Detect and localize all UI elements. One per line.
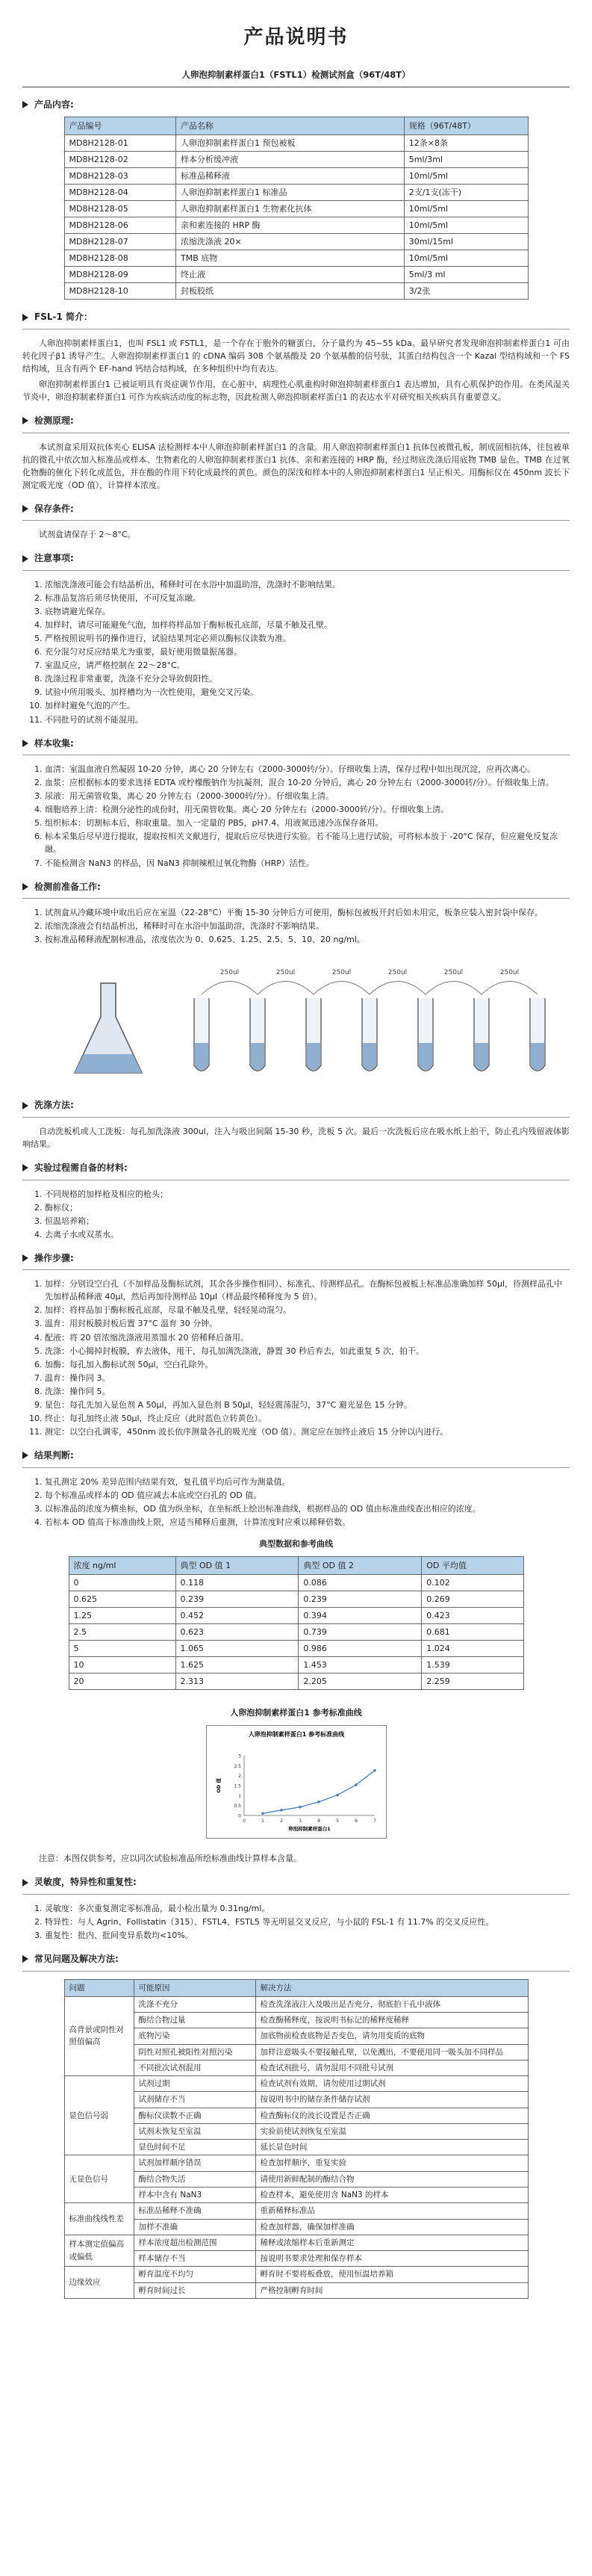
divider bbox=[22, 1269, 570, 1270]
column-header: 典型 OD 值 2 bbox=[299, 1556, 422, 1574]
faq-problem: 显色信号弱 bbox=[64, 2076, 134, 2155]
table-cell: 标准品稀释液 bbox=[176, 167, 405, 184]
faq-problem: 高背景或阴性对照值偏高 bbox=[64, 1996, 134, 2075]
notes-list bbox=[45, 578, 570, 726]
series-line bbox=[263, 1771, 375, 1814]
transfer-arrow bbox=[370, 982, 426, 995]
y-tick-label: 2.5 bbox=[233, 1763, 241, 1769]
prep-item: 3. 按标准品稀释液配制标准品，浓度依次为 0、0.625、1.25、2.5、5、10、20 ng/ml。 bbox=[45, 933, 570, 946]
note-item: 5. 严格按照说明书的操作进行，试验结果判定必须以酶标仪读数为准。 bbox=[45, 632, 570, 645]
y-axis-label: OD 值 bbox=[215, 1778, 222, 1793]
table-cell: MD8H2128-07 bbox=[64, 234, 176, 250]
test-tube-icon bbox=[362, 998, 377, 1071]
faq-solution: 请使用新鲜配制的酶结合物 bbox=[255, 2171, 528, 2187]
volume-label: 250ul bbox=[275, 969, 296, 977]
table-cell: 12条×8条 bbox=[404, 134, 528, 151]
collection-item: 2. 血浆：应根据标本的要求选择 EDTA 或柠檬酸钠作为抗凝剂，混合 10-20 分钟后，离心 20 分钟左右（2000-3000转/分）。仔细收集上清。 bbox=[45, 776, 570, 789]
prep-item: 2. 浓缩洗涤液会有结晶析出，稀释时可在水浴中加温助溶，洗涤时不影响结果。 bbox=[45, 920, 570, 932]
data-point bbox=[280, 1809, 283, 1812]
od-row bbox=[69, 1640, 523, 1656]
results-list bbox=[45, 1476, 570, 1529]
x-tick-label: 3 bbox=[298, 1818, 302, 1824]
faq-solution: 检查酶标仪的波长设置是否正确 bbox=[255, 2108, 528, 2123]
section-faq: 常见问题及解决方法: bbox=[22, 1952, 570, 1966]
performance-item: 1. 灵敏度：多次重复测定零标准品，最小检出量为 0.31ng/ml。 bbox=[45, 1902, 570, 1915]
material-item: 4. 去离子水或双蒸水。 bbox=[45, 1228, 570, 1241]
faq-row bbox=[64, 2187, 528, 2202]
step-item: 3. 温育：用封板膜封板后置 37°C 温育 30 分钟。 bbox=[45, 1317, 570, 1330]
material-item: 1. 不同规格的加样枪及相应的枪头； bbox=[45, 1188, 570, 1201]
transfer-arrow bbox=[258, 982, 314, 995]
faq-cause: 试剂储存不当 bbox=[134, 2092, 255, 2108]
volume-label: 250ul bbox=[331, 969, 352, 977]
table-cell: 0.394 bbox=[299, 1607, 422, 1623]
table-cell: MD8H2128-09 bbox=[64, 267, 176, 283]
faq-solution: 加底物前检查底物是否变色，请勿用变质的底物 bbox=[255, 2028, 528, 2044]
test-tube-icon bbox=[194, 998, 209, 1071]
table-cell: 封板胶纸 bbox=[176, 283, 405, 300]
y-tick-label: 0.5 bbox=[233, 1803, 241, 1809]
table-cell: 2支/1支(冻干) bbox=[404, 184, 528, 200]
result-item: 4. 若标本 OD 值高于标准曲线上限，应适当稀释后重测，计算浓度时应乘以稀释倍数。 bbox=[45, 1516, 570, 1529]
faq-cause: 加样不准确 bbox=[134, 2219, 255, 2235]
performance-item: 2. 特异性：与人 Agrin、Follistatin（315）、FSTL4、FSTL5 等无明显交叉反应，与小鼠的 FSL-1 有 11.7% 的交叉反应性。 bbox=[45, 1916, 570, 1928]
triangle-bullet-icon bbox=[22, 1955, 28, 1963]
table-cell: 2.259 bbox=[422, 1674, 523, 1690]
volume-label: 250ul bbox=[499, 969, 520, 977]
component-row bbox=[64, 200, 528, 217]
faq-cause: 试剂加样顺序错误 bbox=[134, 2155, 255, 2171]
faq-row bbox=[64, 2108, 528, 2123]
table-cell: 0 bbox=[69, 1574, 175, 1591]
table-cell: 0.086 bbox=[299, 1574, 422, 1591]
divider bbox=[22, 1971, 570, 1972]
test-tube-icon bbox=[474, 998, 489, 1071]
document bbox=[22, 0, 570, 2299]
section-notes: 注意事项: bbox=[22, 551, 570, 566]
table-cell: 10ml/5ml bbox=[404, 250, 528, 267]
table-cell: 3/2张 bbox=[404, 283, 528, 300]
table-cell: 1.065 bbox=[175, 1640, 299, 1656]
test-tube-icon bbox=[418, 998, 433, 1071]
collection-item: 7. 不能检测含 NaN3 的样品，因 NaN3 抑制辣根过氧化物酶（HRP）活性。 bbox=[45, 857, 570, 870]
table-cell: 1.25 bbox=[69, 1607, 175, 1623]
table-cell: MD8H2128-05 bbox=[64, 200, 176, 217]
table-cell: MD8H2128-02 bbox=[64, 151, 176, 167]
note-item: 9. 试验中所用吸头、加样槽均为一次性使用，避免交叉污染。 bbox=[45, 686, 570, 699]
wash-paragraph: 自动洗板机或人工洗板：每孔加洗涤液 300ul，注入与吸出间隔 15-30 秒，洗板 5 次。最后一次洗板后应在吸水纸上拍干，防止孔内残留液体影响结果。 bbox=[22, 1126, 570, 1149]
collection-list bbox=[45, 763, 570, 869]
divider bbox=[22, 898, 570, 899]
table-cell: 人卵泡抑制素样蛋白1 生物素化抗体 bbox=[176, 200, 405, 217]
note-item: 10. 加样时避免气泡的产生。 bbox=[45, 699, 570, 712]
intro-paragraph: 卵泡抑制素样蛋白1 已被证明具有炎症调节作用，在心脏中，病理性心肌重构时卵泡抑制素样蛋白1 表达增加，具有心肌保护的作用。在类风湿关节炎中，卵泡抑制素样蛋白1 可作为疾病活动度的标志物，因此检测人卵泡抑制素样蛋白1 的表达水平对研究相关疾病具有重要意义。 bbox=[22, 379, 570, 402]
faq-problem: 无显色信号 bbox=[64, 2155, 134, 2203]
table-cell: 1.625 bbox=[175, 1657, 299, 1674]
document-subtitle: 人卵泡抑制素样蛋白1（FSTL1）检测试剂盒（96T/48T） bbox=[181, 69, 411, 81]
section-steps: 操作步骤: bbox=[22, 1251, 570, 1266]
result-item: 2. 每个标准品或样本的 OD 值应减去本底或空白孔的 OD 值。 bbox=[45, 1489, 570, 1502]
faq-row bbox=[64, 2282, 528, 2298]
table-cell: 0.739 bbox=[299, 1623, 422, 1640]
x-tick-label: 5 bbox=[335, 1818, 339, 1824]
faq-solution: 检查加样顺序，重复实验 bbox=[255, 2155, 528, 2171]
dilution-illustration bbox=[22, 953, 570, 1088]
result-item: 3. 以标准品的浓度为横坐标，OD 值为纵坐标，在坐标纸上绘出标准曲线，根据样品的 OD 值由标准曲线查出相应的浓度。 bbox=[45, 1502, 570, 1515]
faq-row bbox=[64, 2251, 528, 2267]
note-item: 6. 充分混匀对反应结果尤为重要，最好使用微量振荡器。 bbox=[45, 645, 570, 658]
od-row bbox=[69, 1607, 523, 1623]
section-results: 结果判断: bbox=[22, 1449, 570, 1463]
table-cell: 人卵泡抑制素样蛋白1 标准品 bbox=[176, 184, 405, 200]
faq-table bbox=[64, 1979, 529, 2299]
note-item: 2. 标准品复溶后须尽快使用，不可反复冻融。 bbox=[45, 592, 570, 604]
intro-paragraph: 人卵泡抑制素样蛋白1，也叫 FSL1 或 FSTL1，是一个存在于胞外的糖蛋白，分子量约为 45~55 kDa。最早研究者发现卵泡抑制素样蛋白1 可由转化因子β1 诱导产生。人卵泡抑制素样蛋白1 的 cDNA 编码 308 个氨基酸及 20 个氨基酸的信号肽，其蛋白结构包含一个 Kazal 型结构域和一个 FS 结构域，且含有两个 EF-hand 钙结合结构域，在多种组织中均有表达。 bbox=[22, 338, 570, 374]
divider bbox=[22, 1894, 570, 1895]
note-item: 7. 室温反应，请严格控制在 22～28°C。 bbox=[45, 659, 570, 672]
faq-problem: 标准曲线线性差 bbox=[64, 2203, 134, 2235]
table-cell: 0.681 bbox=[422, 1623, 523, 1640]
performance-item: 3. 重复性：批内、批间变异系数均<10%。 bbox=[45, 1929, 570, 1942]
table-cell: 1.024 bbox=[422, 1640, 523, 1656]
table-cell: 亲和素连接的 HRP 酶 bbox=[176, 217, 405, 233]
faq-row bbox=[64, 2171, 528, 2187]
faq-row bbox=[64, 2044, 528, 2060]
od-table bbox=[69, 1556, 524, 1690]
table-cell: 0.118 bbox=[175, 1574, 299, 1591]
component-row bbox=[64, 217, 528, 233]
materials-list bbox=[45, 1188, 570, 1241]
faq-solution: 严格控制孵育时间 bbox=[255, 2282, 528, 2298]
table-cell: 0.102 bbox=[422, 1574, 523, 1591]
faq-row bbox=[64, 2267, 528, 2282]
faq-cause: 标准品稀释不准确 bbox=[134, 2203, 255, 2219]
faq-solution: 检查洗涤液注入及吸出是否充分，彻底拍干孔中液体 bbox=[255, 1996, 528, 2012]
chart-title: 人卵泡抑制素样蛋白1 参考标准曲线 bbox=[248, 1731, 344, 1739]
material-item: 3. 恒温培养箱； bbox=[45, 1215, 570, 1227]
data-point bbox=[261, 1812, 264, 1815]
faq-problem: 样本测定值偏高或偏低 bbox=[64, 2235, 134, 2267]
table-cell: 浓缩洗涤液 20× bbox=[176, 234, 405, 250]
faq-solution: 加样注意吸头不要接触孔壁，以免溅出，不要使用同一吸头加不同样品 bbox=[255, 2044, 528, 2060]
table-cell: 0.623 bbox=[175, 1623, 299, 1640]
table-cell: 0.269 bbox=[422, 1591, 523, 1607]
faq-solution: 孵育时不要将板叠放，使用恒温培养箱 bbox=[255, 2267, 528, 2282]
faq-cause: 底物污染 bbox=[134, 2028, 255, 2044]
section-performance: 灵敏度，特异性和重复性: bbox=[22, 1875, 570, 1889]
component-row bbox=[64, 283, 528, 300]
data-point bbox=[373, 1769, 376, 1772]
faq-solution: 实验前使试剂恢复至室温 bbox=[255, 2123, 528, 2139]
faq-solution: 延长显色时间 bbox=[255, 2140, 528, 2155]
flask-icon bbox=[75, 983, 142, 1073]
faq-solution: 检查酶稀释度，按说明书标记的稀释度稀释 bbox=[255, 2013, 528, 2028]
x-tick-label: 1 bbox=[261, 1818, 264, 1824]
faq-solution: 检查加样器，确保加样准确 bbox=[255, 2219, 528, 2235]
x-tick-label: 6 bbox=[354, 1818, 358, 1824]
note-item: 4. 加样时，请尽可能避免气泡，加样将样品加于酶标板孔底部，尽量不触及孔壁。 bbox=[45, 619, 570, 631]
triangle-bullet-icon bbox=[22, 101, 28, 108]
test-tube-icon bbox=[530, 998, 545, 1071]
data-point bbox=[336, 1794, 339, 1797]
note-item: 1. 浓缩洗涤液可能会有结晶析出，稀释时可在水浴中加温助溶，洗涤时不影响结果。 bbox=[45, 578, 570, 591]
table-cell: 10 bbox=[69, 1657, 175, 1674]
triangle-bullet-icon bbox=[22, 1452, 28, 1459]
column-header: 可能原因 bbox=[134, 1979, 255, 1996]
triangle-bullet-icon bbox=[22, 1102, 28, 1109]
faq-row bbox=[64, 1996, 528, 2012]
faq-row bbox=[64, 2076, 528, 2092]
faq-cause: 试剂过期 bbox=[134, 2076, 255, 2092]
faq-cause: 酶标仪读数不正确 bbox=[134, 2108, 255, 2123]
triangle-bullet-icon bbox=[22, 1879, 28, 1886]
section-contents: 产品内容: bbox=[22, 98, 570, 112]
test-tube-icon bbox=[250, 998, 265, 1071]
table-cell: 30ml/15ml bbox=[404, 234, 528, 250]
principle-paragraph: 本试剂盒采用双抗体夹心 ELISA 法检测样本中人卵泡抑制素样蛋白1 的含量。用人卵泡抑制素样蛋白1 抗体包被微孔板，制成固相抗体，往包被单抗的微孔中依次加入标准品或样本、生物素化的人卵泡抑制素样蛋白1 抗体、亲和素连接的 HRP 酶，经过彻底洗涤后用底物 TMB 显色。TMB 在过氧化物酶的催化下转化成蓝色，并在酸的作用下转化成最终的黄色。颜色的深浅和样本中的人卵泡抑制素样蛋白1 呈正相关。用酶标仪在 450nm 波长下测定吸光度（OD 值），计算样本浓度。 bbox=[22, 442, 570, 490]
od-row bbox=[69, 1591, 523, 1607]
y-tick-label: 1 bbox=[237, 1793, 241, 1799]
x-tick-label: 4 bbox=[317, 1818, 320, 1824]
prep-item: 1. 试剂盒从冷藏环境中取出后应在室温（22-28°C）平衡 15-30 分钟后方可使用，酶标包被板开封后如未用完，板条应装入密封袋中保存。 bbox=[45, 906, 570, 919]
faq-solution: 检查样本，避免使用含 NaN3 的样本 bbox=[255, 2187, 528, 2202]
chart-note: 注意：本图仅供参考，应以同次试验标准品所绘标准曲线计算样本含量。 bbox=[39, 1854, 302, 1864]
section-materials: 实验过程需自备的材料: bbox=[22, 1161, 570, 1175]
divider bbox=[22, 1467, 570, 1468]
y-tick-label: 2 bbox=[237, 1774, 241, 1780]
x-tick-label: 7 bbox=[373, 1818, 376, 1824]
triangle-bullet-icon bbox=[22, 883, 28, 891]
note-item: 3. 底物请避光保存。 bbox=[45, 605, 570, 618]
column-header: 产品名称 bbox=[176, 117, 405, 134]
od-row bbox=[69, 1674, 523, 1690]
data-point bbox=[317, 1801, 320, 1803]
od-row bbox=[69, 1623, 523, 1640]
column-header: OD 平均值 bbox=[422, 1556, 523, 1574]
faq-row bbox=[64, 2092, 528, 2108]
table-cell: 5ml/3 ml bbox=[404, 267, 528, 283]
chart-caption: 人卵泡抑制素样蛋白1 参考标准曲线 bbox=[230, 1708, 362, 1718]
faq-row bbox=[64, 2155, 528, 2171]
column-header: 产品编号 bbox=[64, 117, 176, 134]
table-cell: 0.452 bbox=[175, 1607, 299, 1623]
faq-row bbox=[64, 2028, 528, 2044]
table-cell: MD8H2128-01 bbox=[64, 134, 176, 151]
faq-cause: 酶结合物过量 bbox=[134, 2013, 255, 2028]
collection-item: 5. 组织标本：切割标本后，称取重量。加入一定量的 PBS，pH7.4。用液氮迅速冷冻保存备用。 bbox=[45, 817, 570, 829]
component-row bbox=[64, 267, 528, 283]
table-cell: MD8H2128-04 bbox=[64, 184, 176, 200]
table-cell: MD8H2128-08 bbox=[64, 250, 176, 267]
table-cell: 0.239 bbox=[175, 1591, 299, 1607]
section-wash: 洗涤方法: bbox=[22, 1098, 570, 1112]
faq-row bbox=[64, 2060, 528, 2075]
component-row bbox=[64, 234, 528, 250]
section-collection: 样本收集: bbox=[22, 737, 570, 751]
column-header: 典型 OD 值 1 bbox=[175, 1556, 299, 1574]
volume-label: 250ul bbox=[443, 969, 464, 977]
faq-solution: 检查试剂有效期，请勿使用过期试剂 bbox=[255, 2076, 528, 2092]
faq-row bbox=[64, 2013, 528, 2028]
faq-cause: 洗涤不充分 bbox=[134, 1996, 255, 2012]
table-cell: 人卵泡抑制素样蛋白1 预包被板 bbox=[176, 134, 405, 151]
faq-cause: 孵育温度不均匀 bbox=[134, 2267, 255, 2282]
components-table bbox=[64, 117, 529, 300]
faq-cause: 样本中含有 NaN3 bbox=[134, 2187, 255, 2202]
y-tick-label: 1.5 bbox=[233, 1783, 241, 1789]
y-tick-label: 3 bbox=[237, 1753, 241, 1759]
volume-label: 250ul bbox=[219, 969, 240, 977]
faq-cause: 不同批次试剂混用 bbox=[134, 2060, 255, 2075]
table-cell: 1.539 bbox=[422, 1657, 523, 1674]
od-table-title: 典型数据和参考曲线 bbox=[259, 1538, 333, 1549]
table-cell: 20 bbox=[69, 1674, 175, 1690]
result-item: 1. 复孔测定 20% 差异范围内结果有效，复孔值平均后可作为测量值。 bbox=[45, 1476, 570, 1488]
step-item: 11. 测定：以空白孔调零，450nm 波长依序测量各孔的吸光度（OD 值）。测定应在加终止液后 15 分钟以内进行。 bbox=[45, 1425, 570, 1438]
step-item: 9. 显色：每孔先加入显色剂 A 50μl，再加入显色剂 B 50μl，轻轻震荡混匀，37°C 避光显色 15 分钟。 bbox=[45, 1399, 570, 1411]
transfer-arrow bbox=[482, 982, 538, 995]
component-row bbox=[64, 184, 528, 200]
collection-item: 4. 细胞培养上清：检测分泌性的成份时，用无菌管收集。离心 20 分钟左右（2000-3000转/分）。仔细收集上清。 bbox=[45, 803, 570, 816]
step-item: 4. 配液：将 20 倍浓缩洗涤液用蒸馏水 20 倍稀释后备用。 bbox=[45, 1331, 570, 1344]
steps-list bbox=[45, 1278, 570, 1438]
triangle-bullet-icon bbox=[22, 1164, 28, 1171]
table-cell: 10ml/5ml bbox=[404, 200, 528, 217]
faq-row bbox=[64, 2203, 528, 2219]
column-header: 规格（96T/48T） bbox=[404, 117, 528, 134]
table-cell: 0.625 bbox=[69, 1591, 175, 1607]
volume-label: 250ul bbox=[387, 969, 408, 977]
component-row bbox=[64, 151, 528, 167]
transfer-arrow bbox=[314, 982, 370, 995]
faq-problem: 边缘效应 bbox=[64, 2267, 134, 2299]
table-cell: 10ml/5ml bbox=[404, 167, 528, 184]
faq-cause: 孵育时间过长 bbox=[134, 2282, 255, 2298]
x-axis-label: 卵泡抑制素样蛋白1 bbox=[287, 1826, 331, 1833]
od-row bbox=[69, 1657, 523, 1674]
transfer-arrow bbox=[202, 982, 258, 995]
table-cell: 2.5 bbox=[69, 1623, 175, 1640]
note-item: 8. 洗涤过程非常重要，洗涤不充分会导致假阳性。 bbox=[45, 672, 570, 685]
note-item: 11. 不同批号的试剂不能混用。 bbox=[45, 713, 570, 726]
section-intro: FSL-1 简介： bbox=[22, 310, 570, 324]
collection-item: 6. 标本采集后尽早进行提取，提取按相关文献进行，提取后应尽快进行实验。若不能马上进行试验，可将标本放于 -20°C 保存，但应避免反复冻融。 bbox=[45, 830, 570, 855]
divider bbox=[22, 570, 570, 571]
faq-row bbox=[64, 2219, 528, 2235]
column-header: 浓度 ng/ml bbox=[69, 1556, 175, 1574]
triangle-bullet-icon bbox=[22, 417, 28, 424]
step-item: 8. 洗涤：操作同 5。 bbox=[45, 1385, 570, 1398]
faq-row bbox=[64, 2235, 528, 2250]
triangle-bullet-icon bbox=[22, 740, 28, 747]
triangle-bullet-icon bbox=[22, 314, 28, 321]
table-cell: 10ml/5ml bbox=[404, 217, 528, 233]
table-cell: 1.453 bbox=[299, 1657, 422, 1674]
table-cell: 2.205 bbox=[299, 1674, 422, 1690]
x-tick-label: 2 bbox=[279, 1818, 283, 1824]
collection-item: 1. 血清：室温血液自然凝固 10-20 分钟，离心 20 分钟左右（2000-3000转/分）。仔细收集上清，保存过程中如出现沉淀，应再次离心。 bbox=[45, 763, 570, 775]
component-row bbox=[64, 167, 528, 184]
step-item: 1. 加样：分别设空白孔（不加样品及酶标试剂，其余各步操作相同）、标准孔、待测样品孔。在酶标包被板上标准品准确加样 50μl，待测样品孔中先加样品稀释液 40μl，然后再加待测样品 10μl（样品最终稀释度为 5 倍）。 bbox=[45, 1278, 570, 1303]
faq-row bbox=[64, 2123, 528, 2139]
step-item: 5. 洗涤：小心揭掉封板膜，弃去液体，甩干，每孔加满洗涤液，静置 30 秒后弃去，如此重复 5 次，拍干。 bbox=[45, 1345, 570, 1357]
section-principle: 检测原理: bbox=[22, 414, 570, 428]
faq-cause: 显色时间不足 bbox=[134, 2140, 255, 2155]
section-storage: 保存条件: bbox=[22, 502, 570, 516]
column-header: 解决方法 bbox=[255, 1979, 528, 1996]
test-tube-icon bbox=[306, 998, 321, 1071]
step-item: 7. 温育：操作同 3。 bbox=[45, 1372, 570, 1384]
column-header: 问题 bbox=[64, 1979, 134, 1996]
triangle-bullet-icon bbox=[22, 555, 28, 563]
component-row bbox=[64, 250, 528, 267]
table-cell: 0.986 bbox=[299, 1640, 422, 1656]
step-item: 2. 加样：将样品加于酶标板孔底部，尽量不触及孔壁，轻轻晃动混匀。 bbox=[45, 1304, 570, 1316]
triangle-bullet-icon bbox=[22, 1254, 28, 1262]
divider bbox=[22, 1117, 570, 1118]
standard-curve-chart bbox=[206, 1725, 387, 1839]
divider bbox=[22, 520, 570, 521]
section-prep: 检测前准备工作: bbox=[22, 880, 570, 894]
od-row bbox=[69, 1574, 523, 1591]
step-item: 6. 加酶：每孔加入酶标试剂 50μl，空白孔除外。 bbox=[45, 1358, 570, 1371]
collection-item: 3. 尿液：用无菌管收集，离心 20 分钟左右（2000-3000转/分）。仔细收集上清。 bbox=[45, 790, 570, 802]
table-cell: 0.423 bbox=[422, 1607, 523, 1623]
table-cell: MD8H2128-06 bbox=[64, 217, 176, 233]
table-cell: MD8H2128-10 bbox=[64, 283, 176, 300]
step-item: 10. 终止：每孔加终止液 50μl，终止反应（此时蓝色立转黄色）。 bbox=[45, 1412, 570, 1425]
faq-cause: 样本浓度超出检测范围 bbox=[134, 2235, 255, 2250]
table-cell: 样本分析缓冲液 bbox=[176, 151, 405, 167]
x-tick-label: 0 bbox=[242, 1818, 246, 1824]
table-cell: 0.239 bbox=[299, 1591, 422, 1607]
table-cell: TMB 底物 bbox=[176, 250, 405, 267]
faq-solution: 检查试剂批号，请勿混用不同批号试剂 bbox=[255, 2060, 528, 2075]
transfer-arrow bbox=[426, 982, 482, 995]
faq-row bbox=[64, 2140, 528, 2155]
faq-solution: 按说明书要求处理和保存样本 bbox=[255, 2251, 528, 2267]
table-cell: 2.313 bbox=[175, 1674, 299, 1690]
performance-list bbox=[45, 1902, 570, 1942]
table-cell: 5ml/3ml bbox=[404, 151, 528, 167]
faq-solution: 按说明书中的储存条件储存试剂 bbox=[255, 2092, 528, 2108]
data-point bbox=[355, 1783, 358, 1786]
faq-solution: 稀释或浓缩样本后重新测定 bbox=[255, 2235, 528, 2250]
storage-paragraph: 试剂盒请保存于 2～8°C。 bbox=[39, 530, 136, 540]
triangle-bullet-icon bbox=[22, 505, 28, 513]
table-cell: MD8H2128-03 bbox=[64, 167, 176, 184]
y-tick-label: 0 bbox=[237, 1813, 241, 1819]
data-point bbox=[299, 1806, 302, 1809]
table-cell: 终止液 bbox=[176, 267, 405, 283]
table-cell: 5 bbox=[69, 1640, 175, 1656]
component-row bbox=[64, 134, 528, 151]
faq-cause: 酶结合物失活 bbox=[134, 2171, 255, 2187]
page-title: 产品说明书 bbox=[243, 26, 349, 49]
faq-cause: 试剂未恢复至室温 bbox=[134, 2123, 255, 2139]
material-item: 2. 酶标仪； bbox=[45, 1201, 570, 1214]
prep-list bbox=[45, 906, 570, 946]
faq-solution: 重新稀释标准品 bbox=[255, 2203, 528, 2219]
faq-cause: 阴性对照孔被阳性对照污染 bbox=[134, 2044, 255, 2060]
faq-cause: 样本储存不当 bbox=[134, 2251, 255, 2267]
